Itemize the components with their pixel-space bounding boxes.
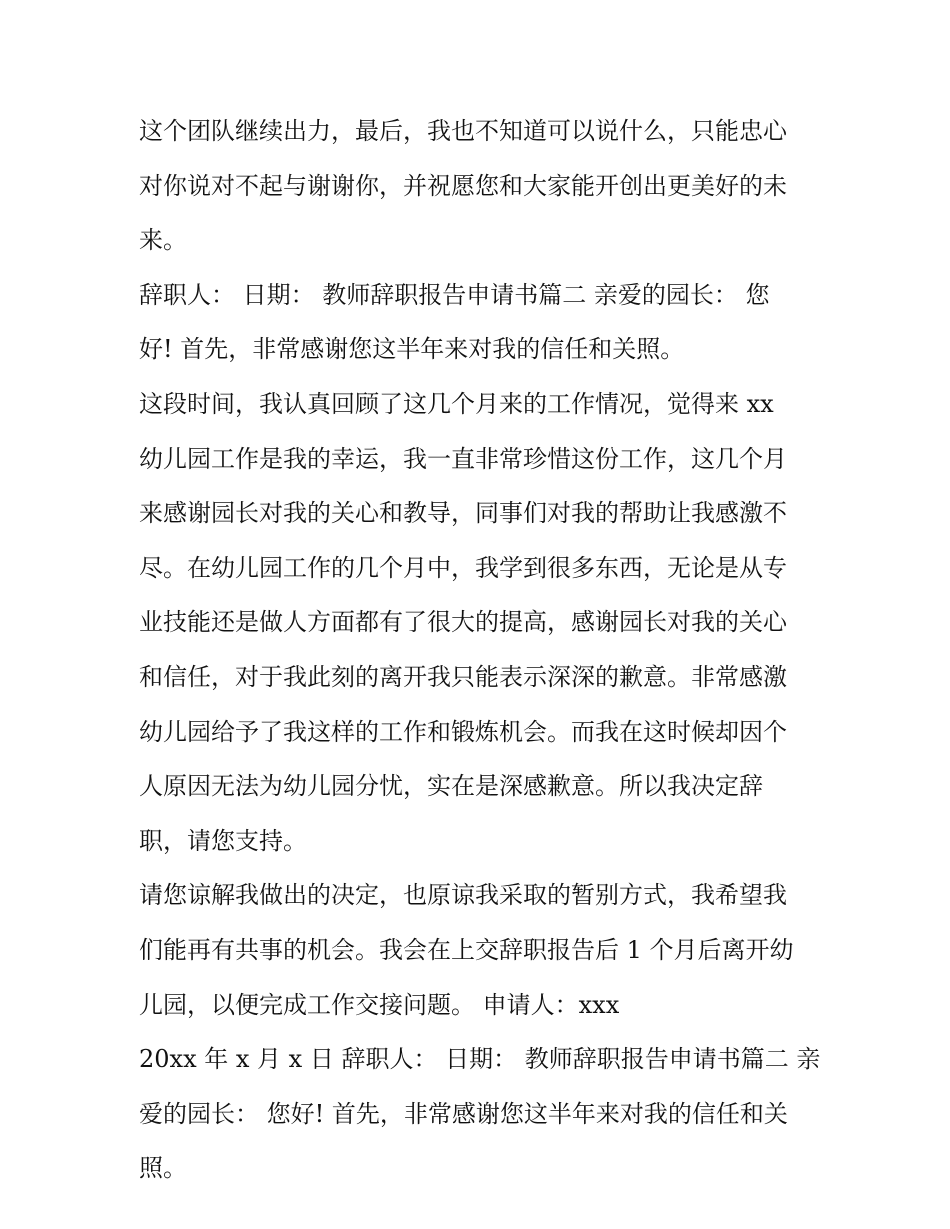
text-line: 照。 [139, 1154, 187, 1183]
text-line: 业技能还是做人方面都有了很大的提高，感谢园长对我的关心 [139, 608, 787, 637]
text-line: 职，请您支持。 [139, 826, 307, 855]
text-line: 20xx 年 x 月 x 日 辞职人： 日期： 教师辞职报告申请书篇二 亲 [139, 1045, 821, 1074]
text-line: 来。 [139, 226, 187, 255]
text-line: 好! 首先，非常感谢您这半年来对我的信任和关照。 [139, 335, 685, 364]
text-line: 爱的园长： 您好! 首先，非常感谢您这半年来对我的信任和关 [139, 1099, 788, 1128]
text-line: 这个团队继续出力，最后，我也不知道可以说什么，只能忠心 [139, 117, 787, 145]
text-line: 幼儿园工作是我的幸运，我一直非常珍惜这份工作，这几个月 [139, 444, 787, 473]
text-line: 对你说对不起与谢谢你，并祝愿您和大家能开创出更美好的未 [139, 171, 787, 200]
document-body [139, 104, 821, 1196]
text-line: 尽。在幼儿园工作的几个月中，我学到很多东西，无论是从专 [139, 553, 787, 582]
text-line: 这段时间，我认真回顾了这几个月来的工作情况，觉得来 xx [139, 389, 774, 418]
text-line: 来感谢园长对我的关心和教导，同事们对我的帮助让我感激不 [139, 499, 787, 528]
text-line: 们能再有共事的机会。我会在上交辞职报告后 1 个月后离开幼 [139, 935, 794, 964]
text-line: 和信任，对于我此刻的离开我只能表示深深的歉意。非常感激 [139, 662, 787, 691]
text-line: 儿园，以便完成工作交接问题。 申请人：xxx [139, 990, 620, 1019]
text-line: 幼儿园给予了我这样的工作和锻炼机会。而我在这时候却因个 [139, 717, 787, 746]
text-line: 请您谅解我做出的决定，也原谅我采取的暂别方式，我希望我 [139, 881, 787, 910]
text-line: 人原因无法为幼儿园分忧，实在是深感歉意。所以我决定辞 [139, 772, 763, 801]
text-line: 辞职人： 日期： 教师辞职报告申请书篇二 亲爱的园长： 您 [139, 280, 770, 309]
